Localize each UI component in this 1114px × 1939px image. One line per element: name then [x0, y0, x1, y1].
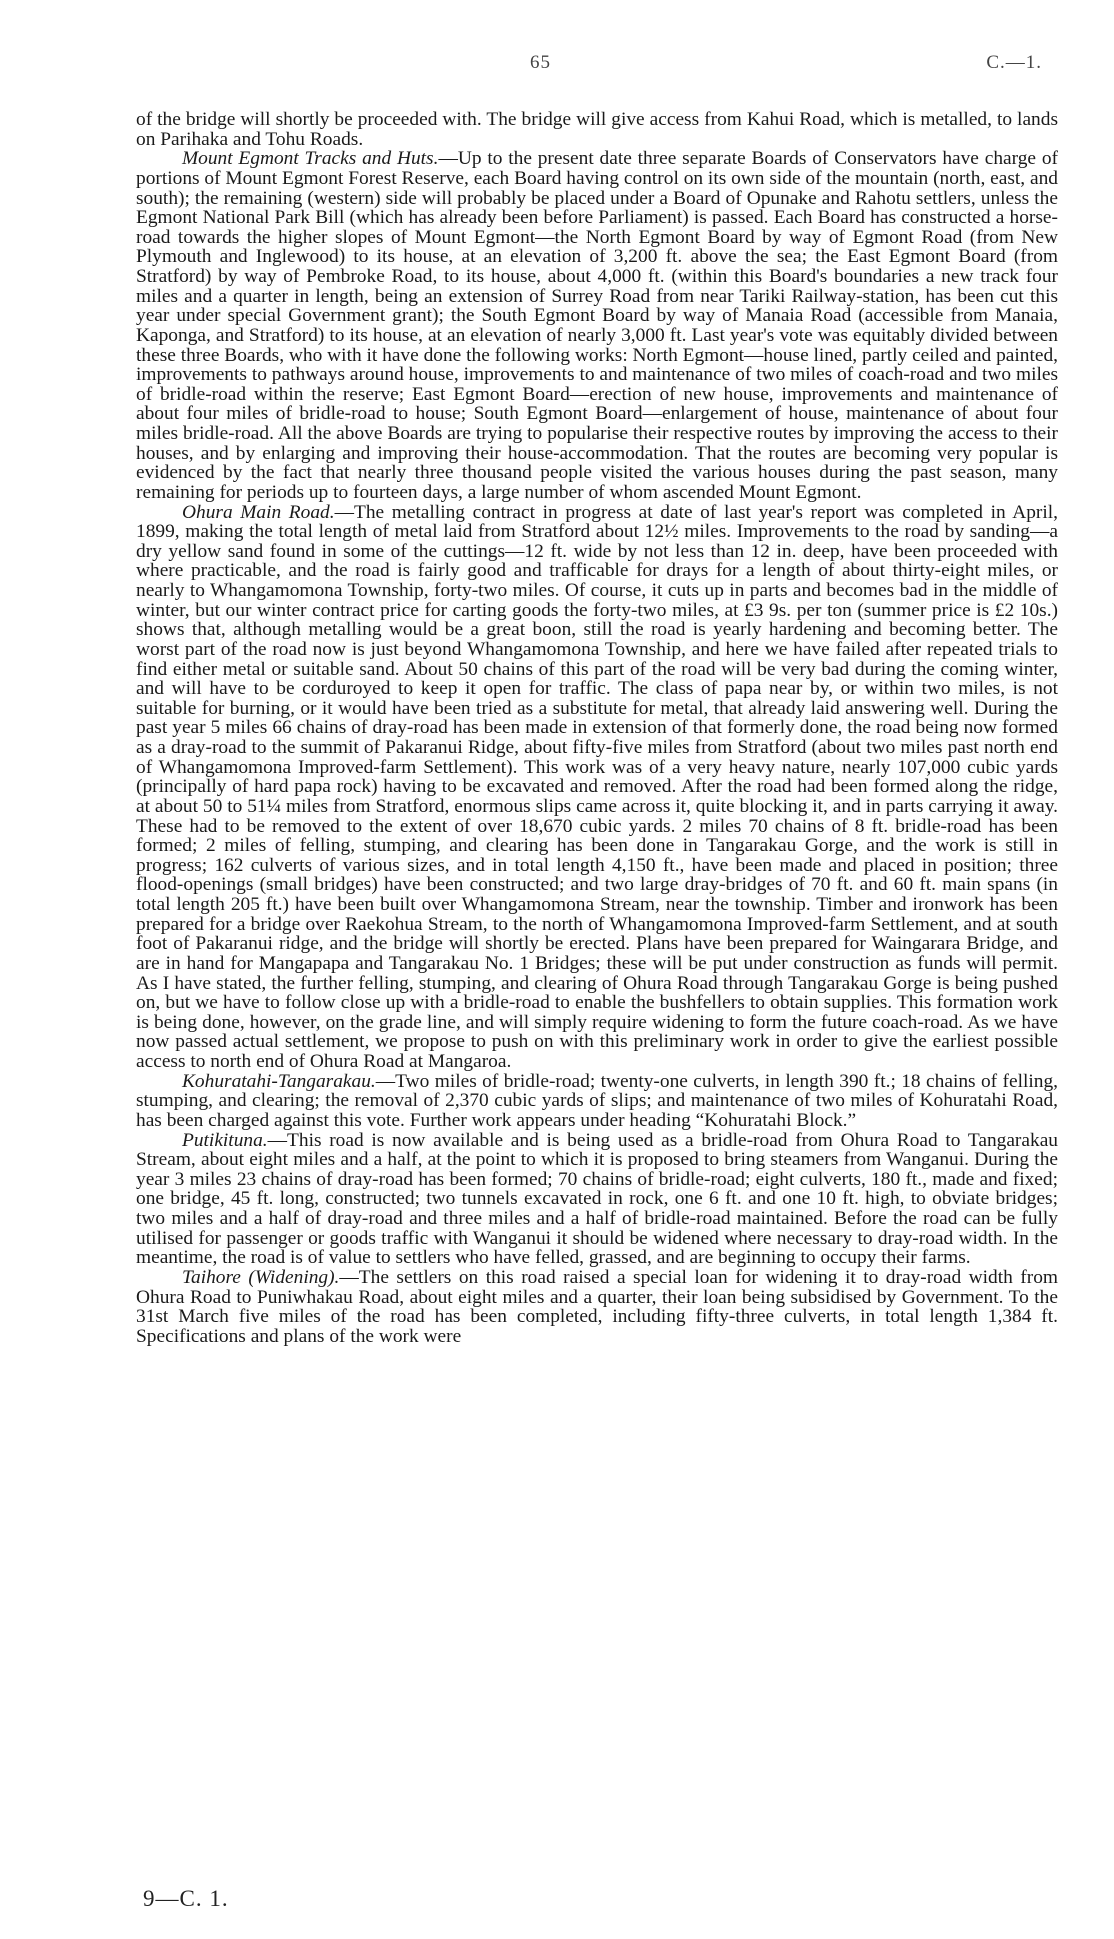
paragraph-text: —Up to the present date three separate Boards of Conservators have charge of portions of Mount Egmont Forest Reserve, each Board having control on its own side of the mountain (north, east, and south); the remaining (western) side will probably be placed under a Board of Opunake and Rahotu settlers, unless the Egmont National Park Bill (which has already been before Parliament) is passed. Each Board has constructed a horse-road towards the higher slopes of Mount Egmont—the North Egmont Board by way of Egmont Road (from New Plymouth and Inglewood) to its house, at an elevation of 3,200 ft. above the sea; the East Egmont Board (from Stratford) by way of Pembroke Road, to its house, about 4,000 ft. (within this Board's boundaries a new track four miles and a quarter in length, being an extension of Surrey Road from near Tariki Railway-station, has been cut this year under special Government grant); the South Egmont Board by way of Manaia Road (accessible from Manaia, Kaponga, and Stratford) to its house, at an elevation of nearly 3,000 ft. Last year's vote was equitably divided between these three Boards, who with it have done the following works: North Egmont—house lined, partly ceiled and painted, improvements to pathways around house, improvements to and maintenance of two miles of coach-road and two miles of bridle-road within the reserve; East Egmont Board—erection of new house, improvements and maintenance of about four miles of bridle-road to house; South Egmont Board—enlargement of house, maintenance of about four miles bridle-road. All the above Boards are trying to popularise their respective routes by improving the access to their houses, and by enlarging and improving their house-accommodation. That the routes are becoming very popular is evidenced by the fact that nearly three thousand people visited the various houses during the past season, many remaining for periods up to fourteen days, a large number of whom ascended Mount Egmont. — [136, 148, 1058, 503]
paragraph-bridge-continuation — [136, 110, 1058, 149]
paragraph-text: —This road is now available and is being used as a bridle-road from Ohura Road to Tangarakau Stream, about eight miles and a half, at the point to which it is proposed to bring steamers from Wanganui. During the year 3 miles 23 chains of dray-road has been formed; 70 chains of bridle-road; eight culverts, 180 ft., made and fixed; one bridge, 45 ft. long, constructed; two tunnels excavated in rock, one 6 ft. and one 10 ft. high, to obviate bridges; two miles and a half of dray-road and three miles and a half of bridle-road maintained. Before the road can be fully utilised for passenger or goods traffic with Wanganui it should be widened where necessary to dray-road width. In the meantime, the road is of value to settlers who have felled, grassed, and are beginning to occupy their farms. — [136, 1129, 1058, 1269]
body-text — [136, 110, 1058, 1346]
section-heading-putikituna: Putikituna. — [182, 1129, 268, 1151]
paragraph-text: of the bridge will shortly be proceeded with. The bridge will give access from Kahui Road, which is metalled, to lands on Parihaka and Tohu Roads. — [136, 109, 1058, 150]
section-heading-mount-egmont: Mount Egmont Tracks and Huts. — [182, 148, 439, 170]
signature-mark: 9—C. 1. — [143, 1886, 229, 1911]
paragraph-text: —The settlers on this road raised a special loan for widening it to dray-road width from Ohura Road to Puniwhakau Road, about eight miles and a quarter, their loan being subsidised by Government. To the 31st March five miles of the road has been completed, including fifty-three culverts, in total length 1,384 ft. Specifications and plans of the work were — [136, 1266, 1058, 1347]
paragraph-kohuratahi-tangarakau — [136, 1072, 1058, 1131]
section-heading-ohura-main-road: Ohura Main Road. — [182, 501, 335, 523]
section-heading-taihore-widening: Taihore (Widening). — [182, 1266, 340, 1288]
section-heading-kohuratahi-tangarakau: Kohuratahi-Tangarakau. — [182, 1070, 376, 1092]
paragraph-mount-egmont — [136, 149, 1058, 502]
paragraph-text: —Two miles of bridle-road; twenty-one culverts, in length 390 ft.; 18 chains of felling, stumping, and clearing; the removal of 2,370 cubic yards of slips; and maintenance of two miles of Kohuratahi Road, has been charged against this vote. Further work appears under heading “Kohuratahi Block.” — [136, 1070, 1058, 1131]
paragraph-ohura-main-road — [136, 503, 1058, 1072]
paragraph-taihore-widening — [136, 1268, 1058, 1347]
paragraph-putikituna — [136, 1131, 1058, 1268]
document-reference: C.—1. — [986, 52, 1042, 73]
page-number: 65 — [530, 52, 551, 73]
paragraph-text: —The metalling contract in progress at date of last year's report was completed in April, 1899, making the total length of metal laid from Stratford about 12½ miles. Improvements to the road by sanding—a dry yellow sand found in some of the cuttings—12 ft. wide by not less than 12 in. deep, have been proceeded with where practicable, and the road is fairly good and trafficable for drays for a length of about thirty-eight miles, or nearly to Whangamomona Township, forty-two miles. Of course, it cuts up in parts and becomes bad in the middle of winter, but our winter contract price for carting goods the forty-two miles, at £3 9s. per ton (summer price is £2 10s.) shows that, although metalling would be a great boon, still the road is yearly hardening and becoming better. The worst part of the road now is just beyond Whangamomona Township, and here we have failed after repeated trials to find either metal or suitable sand. About 50 chains of this part of the road will be very bad during the coming winter, and will have to be corduroyed to keep it open for traffic. The class of papa near by, or within two miles, is not suitable for burning, or it would have been tried as a substitute for metal, that already laid answering well. During the past year 5 miles 66 chains of dray-road has been made in extension of that formerly done, the road being now formed as a dray-road to the summit of Pakaranui Ridge, about fifty-five miles from Stratford (about two miles past north end of Whangamomona Improved-farm Settlement). This work was of a very heavy nature, nearly 107,000 cubic yards (principally of hard papa rock) having to be excavated and removed. After the road had been formed along the ridge, at about 50 to 51¼ miles from Stratford, enormous slips came across it, quite blocking it, and in parts carrying it away. These had to be removed to the extent of over 18,670 cubic yards. 2 miles 70 chains of 8 ft. bridle-road has been formed; 2 miles of felling, stumping, and clearing has been done in Tangarakau Gorge, and the work is still in progress; 162 culverts of various sizes, and in total length 4,150 ft., have been made and placed in position; three flood-openings (small bridges) have been constructed; and two large dray-bridges of 70 ft. and 60 ft. main spans (in total length 205 ft.) have been built over Whangamomona Stream, near the township. Timber and ironwork has been prepared for a bridge over Raekohua Stream, to the north of Whangamomona Improved-farm Settlement, and at south foot of Pakaranui ridge, and the bridge will shortly be erected. Plans have been prepared for Waingarara Bridge, and are in hand for Mangapapa and Tangarakau No. 1 Bridges; these will be put under construction as funds will permit. As I have stated, the further felling, stumping, and clearing of Ohura Road through Tangarakau Gorge is being pushed on, but we have to follow close up with a bridle-road to enable the bushfellers to obtain supplies. This formation work is being done, however, on the grade line, and will simply require widening to form the future coach-road. As we have now passed actual settlement, we propose to push on with this preliminary work in order to give the earliest possible access to north end of Ohura Road at Mangaroa. — [136, 501, 1058, 1072]
